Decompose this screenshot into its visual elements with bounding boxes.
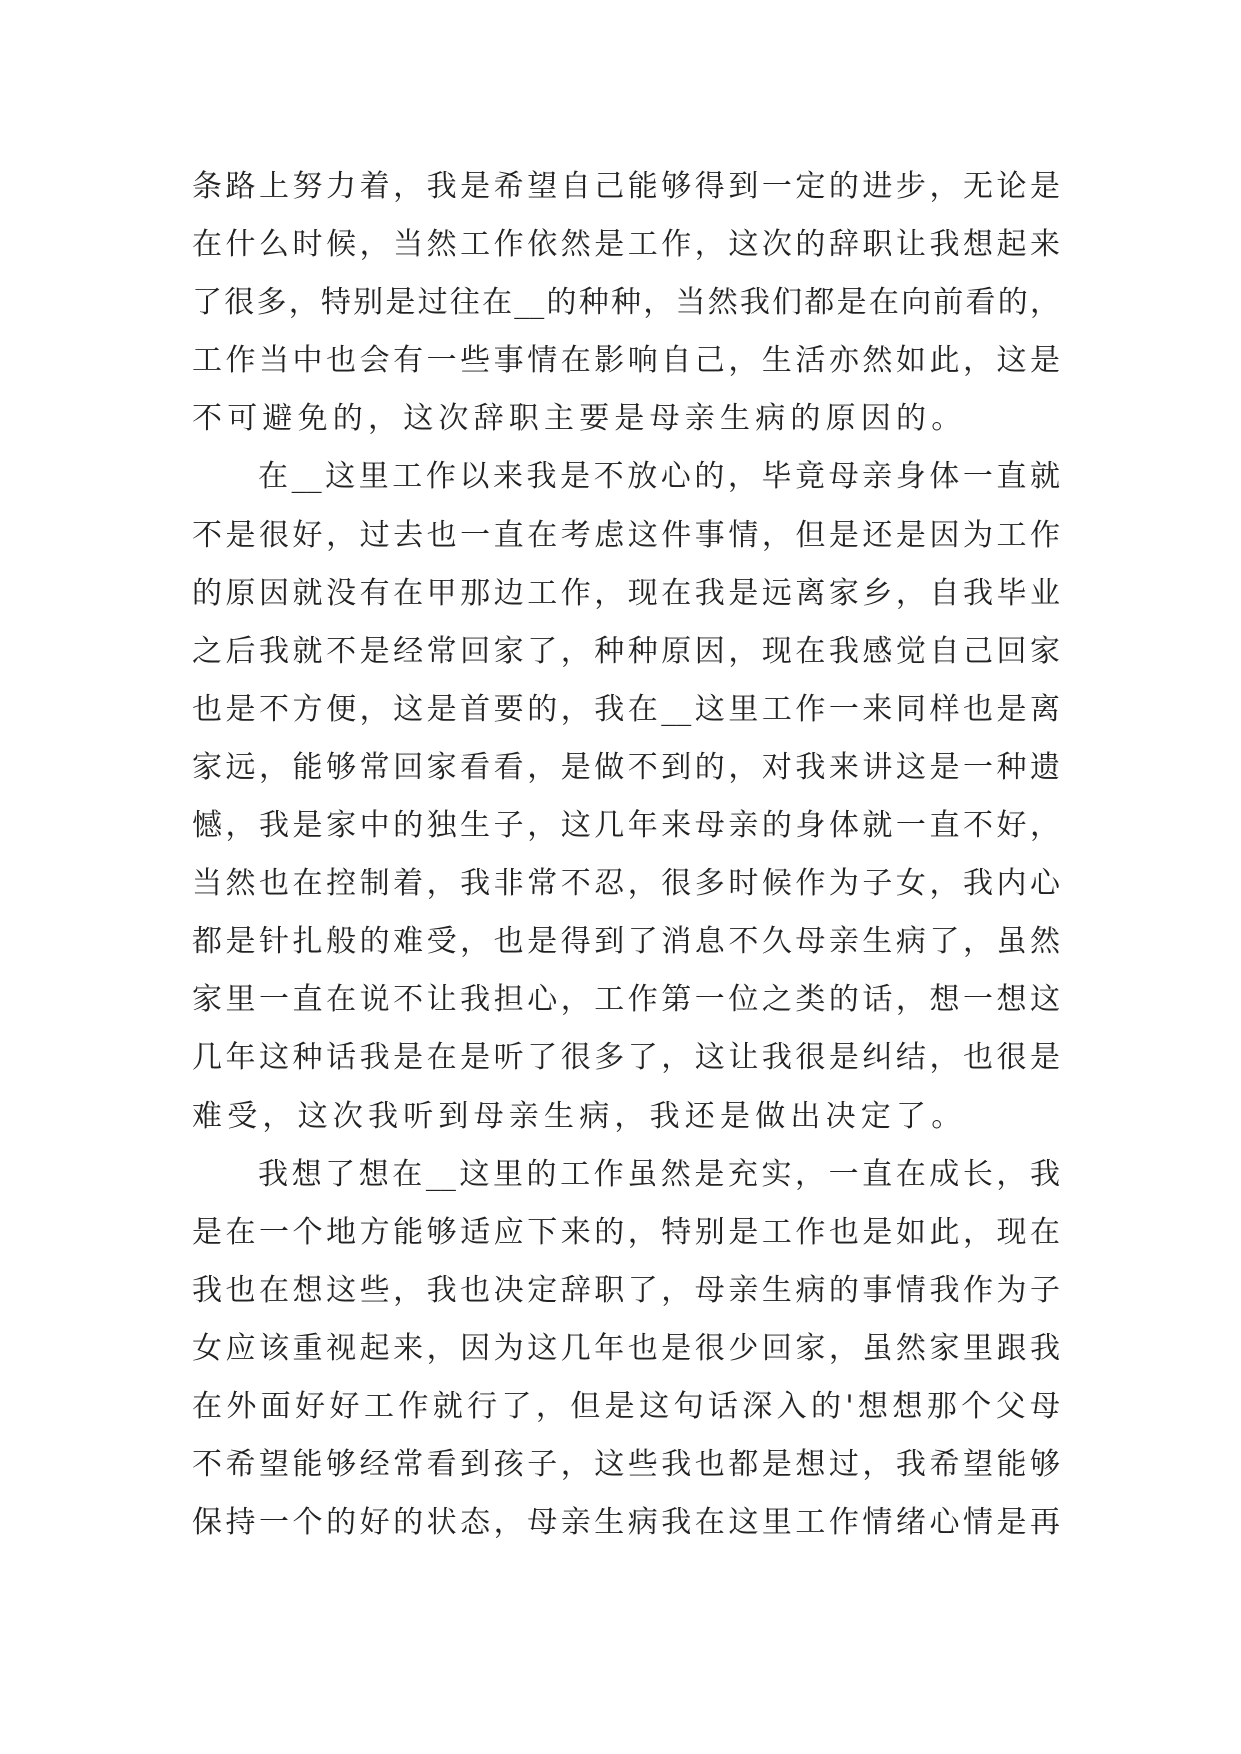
text-line: 条路上努力着，我是希望自己能够得到一定的进步，无论是 — [192, 169, 1060, 204]
text-line: 之后我就不是经常回家了，种种原因，现在我感觉自己回家 — [192, 633, 1060, 669]
text-line: 憾，我是家中的独生子，这几年来母亲的身体就一直不好， — [192, 808, 1060, 844]
text-line: 女应该重视起来，因为这几年也是很少回家，虽然家里跟我 — [192, 1330, 1060, 1366]
text-line: 不希望能够经常看到孩子，这些我也都是想过，我希望能够 — [192, 1447, 1060, 1483]
text-line: 在什么时候，当然工作依然是工作，这次的辞职让我想起来 — [192, 227, 1060, 263]
text-line: 当然也在控制着，我非常不忍，很多时候作为子女，我内心 — [192, 866, 1060, 902]
text-line: 在外面好好工作就行了，但是这句话深入的'想想那个父母 — [192, 1388, 1060, 1424]
text-line: 的原因就没有在甲那边工作，现在我是远离家乡，自我毕业 — [192, 575, 1060, 611]
text-line: 工作当中也会有一些事情在影响自己，生活亦然如此，这是 — [192, 343, 1060, 379]
text-line: 是在一个地方能够适应下来的，特别是工作也是如此，现在 — [192, 1214, 1060, 1250]
text-line: 家里一直在说不让我担心，工作第一位之类的话，想一想这 — [192, 982, 1060, 1018]
text-line: 不是很好，过去也一直在考虑这件事情，但是还是因为工作 — [192, 517, 1060, 553]
document-body — [192, 158, 1060, 1552]
text-line: 保持一个的好的状态，母亲生病我在这里工作情绪心情是再 — [192, 1505, 1060, 1541]
text-line: 几年这种话我是在是听了很多了，这让我很是纠结，也很是 — [192, 1040, 1060, 1076]
text-line: 不可避免的，这次辞职主要是母亲生病的原因的。 — [192, 401, 967, 437]
text-line: 我也在想这些，我也决定辞职了，母亲生病的事情我作为子 — [192, 1272, 1060, 1308]
paragraph-first-line: 在__这里工作以来我是不放心的，毕竟母亲身体一直就 — [258, 459, 1060, 495]
text-line: 都是针扎般的难受，也是得到了消息不久母亲生病了，虽然 — [192, 924, 1060, 960]
paragraph-first-line: 我想了想在__这里的工作虽然是充实，一直在成长，我 — [258, 1156, 1060, 1192]
text-line: 也是不方便，这是首要的，我在__这里工作一来同样也是离 — [192, 691, 1060, 727]
text-line: 家远，能够常回家看看，是做不到的，对我来讲这是一种遗 — [192, 749, 1060, 785]
text-line: 了很多，特别是过往在__的种种，当然我们都是在向前看的， — [192, 285, 1060, 321]
text-line: 难受，这次我听到母亲生病，我还是做出决定了。 — [192, 1098, 967, 1134]
